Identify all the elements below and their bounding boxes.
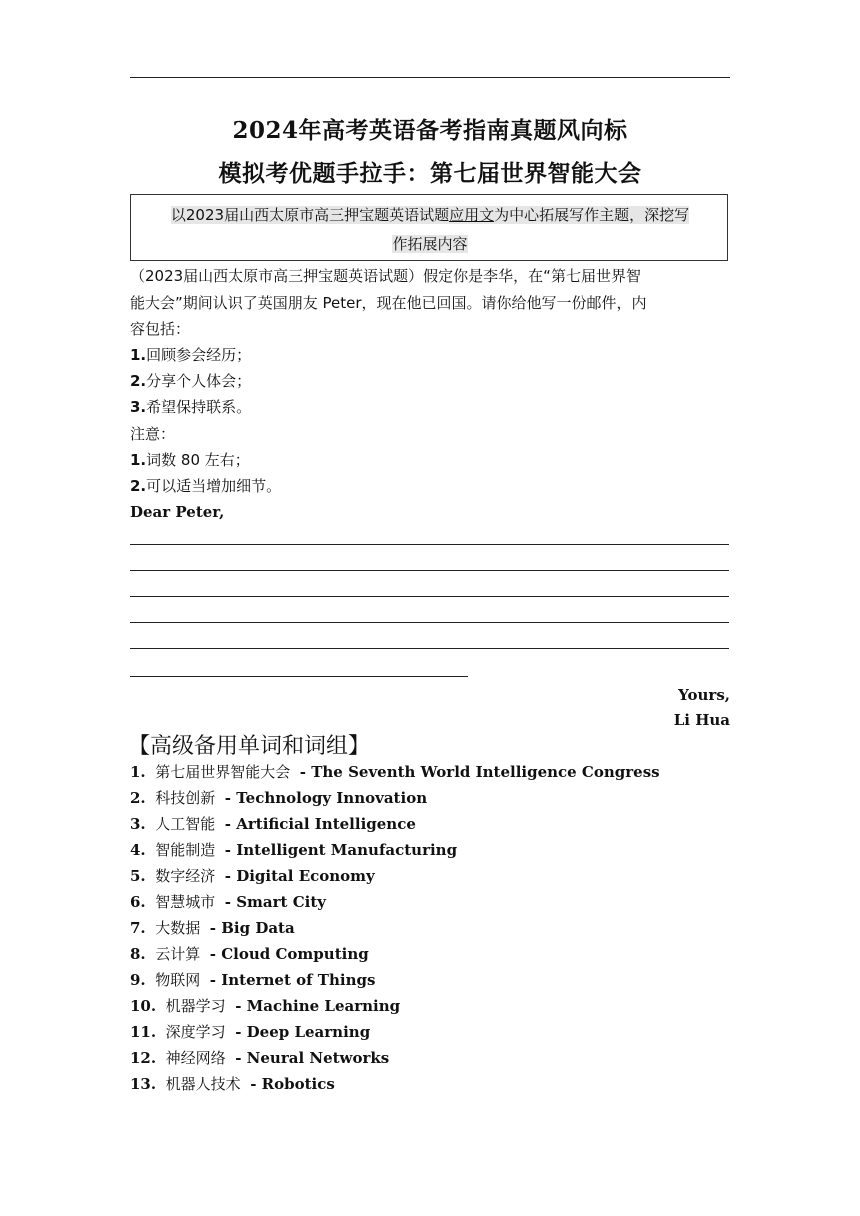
vocab-en: - Big Data — [209, 919, 295, 937]
vocab-en: - Artificial Intelligence — [224, 815, 416, 833]
topic-part2: 应用文 — [449, 206, 495, 224]
letter-greeting: Dear Peter, — [130, 503, 225, 521]
point-item — [130, 371, 251, 391]
note-text: 词数 80 左右； — [146, 451, 250, 469]
vocab-num: 9. — [130, 971, 146, 989]
vocab-zh: 智能制造 — [155, 841, 216, 859]
prompt-text-3: 容包括： — [130, 320, 191, 338]
note-num: 2. — [130, 477, 147, 495]
point-text: 希望保持联系。 — [146, 398, 252, 416]
vocab-en: - Machine Learning — [235, 997, 401, 1015]
prompt-line-1 — [130, 266, 641, 286]
vocab-en: - Deep Learning — [235, 1023, 371, 1041]
point-item — [130, 345, 251, 365]
point-num: 3. — [130, 398, 147, 416]
vocab-num: 13. — [130, 1075, 157, 1093]
vocab-zh: 机器人技术 — [165, 1075, 241, 1093]
writing-line — [130, 676, 468, 677]
vocab-item — [130, 1048, 389, 1068]
notes-label: 注意： — [130, 425, 176, 443]
vocab-en: - Cloud Computing — [209, 945, 369, 963]
vocab-zh: 神经网络 — [165, 1049, 226, 1067]
vocab-en: - Neural Networks — [235, 1049, 390, 1067]
vocab-item — [130, 788, 427, 808]
vocab-item — [130, 1022, 370, 1042]
topic-line2: 作拓展内容 — [392, 235, 468, 253]
vocab-num: 1. — [130, 763, 146, 781]
vocab-en: - Technology Innovation — [224, 789, 428, 807]
page-title: 2024年高考英语备考指南真题风向标 — [232, 117, 628, 144]
vocab-num: 3. — [130, 815, 146, 833]
writing-line — [130, 570, 729, 571]
vocab-zh: 深度学习 — [165, 1023, 226, 1041]
point-text: 回顾参会经历； — [146, 346, 252, 364]
vocab-zh: 云计算 — [155, 945, 201, 963]
vocab-zh: 数字经济 — [155, 867, 216, 885]
letter-signature: Li Hua — [673, 711, 730, 729]
vocab-num: 12. — [130, 1049, 157, 1067]
note-num: 1. — [130, 451, 147, 469]
writing-line — [130, 544, 729, 545]
vocab-zh: 人工智能 — [155, 815, 216, 833]
vocab-en: - The Seventh World Intelligence Congress — [299, 763, 660, 781]
top-rule — [130, 77, 730, 78]
vocab-en: - Robotics — [250, 1075, 335, 1093]
vocab-zh: 大数据 — [155, 919, 201, 937]
topic-box — [130, 194, 728, 261]
point-text: 分享个人体会； — [146, 372, 252, 390]
vocab-num: 11. — [130, 1023, 157, 1041]
vocab-item — [130, 814, 416, 834]
point-num: 2. — [130, 372, 147, 390]
page-subtitle: 模拟考优题手拉手：第七届世界智能大会 — [218, 160, 642, 187]
prompt-line-2 — [130, 293, 647, 313]
vocab-en: - Smart City — [224, 893, 326, 911]
vocab-zh: 智慧城市 — [155, 893, 216, 911]
vocab-item — [130, 996, 400, 1016]
vocab-en: - Digital Economy — [224, 867, 375, 885]
point-item — [130, 397, 251, 417]
vocab-item — [130, 762, 660, 782]
vocab-item — [130, 944, 369, 964]
vocab-num: 8. — [130, 945, 146, 963]
writing-line — [130, 622, 729, 623]
vocab-num: 10. — [130, 997, 157, 1015]
vocab-num: 7. — [130, 919, 146, 937]
vocab-zh: 机器学习 — [165, 997, 226, 1015]
writing-line — [130, 648, 729, 649]
vocab-num: 5. — [130, 867, 146, 885]
vocab-en: - Intelligent Manufacturing — [224, 841, 458, 859]
vocab-zh: 物联网 — [155, 971, 201, 989]
vocab-item — [130, 918, 295, 938]
prompt-text-2: 能大会”期间认识了英国朋友 Peter，现在他已回国。请你给他写一份邮件，内 — [130, 294, 647, 312]
vocab-num: 6. — [130, 893, 146, 911]
vocab-item — [130, 1074, 335, 1094]
note-item — [130, 450, 250, 470]
vocab-zh: 科技创新 — [155, 789, 216, 807]
note-text: 可以适当增加细节。 — [146, 477, 282, 495]
prompt-text-1: （2023届山西太原市高三押宝题英语试题）假定你是李华，在“第七届世界智 — [130, 267, 641, 285]
writing-line — [130, 596, 729, 597]
prompt-line-3 — [130, 319, 190, 339]
vocab-num: 4. — [130, 841, 146, 859]
note-item — [130, 476, 281, 496]
vocab-zh: 第七届世界智能大会 — [155, 763, 291, 781]
vocab-en: - Internet of Things — [209, 971, 376, 989]
vocab-item — [130, 892, 326, 912]
vocab-heading: 【高级备用单词和词组】 — [128, 734, 371, 759]
letter-closing: Yours, — [678, 686, 730, 704]
vocab-item — [130, 866, 375, 886]
vocab-item — [130, 840, 457, 860]
topic-part3: 为中心拓展写作主题，深挖写 — [494, 206, 690, 224]
vocab-num: 2. — [130, 789, 146, 807]
point-num: 1. — [130, 346, 147, 364]
vocab-item — [130, 970, 375, 990]
topic-part1: 以2023届山西太原市高三押宝题英语试题 — [170, 206, 450, 224]
topic-text — [131, 201, 729, 259]
